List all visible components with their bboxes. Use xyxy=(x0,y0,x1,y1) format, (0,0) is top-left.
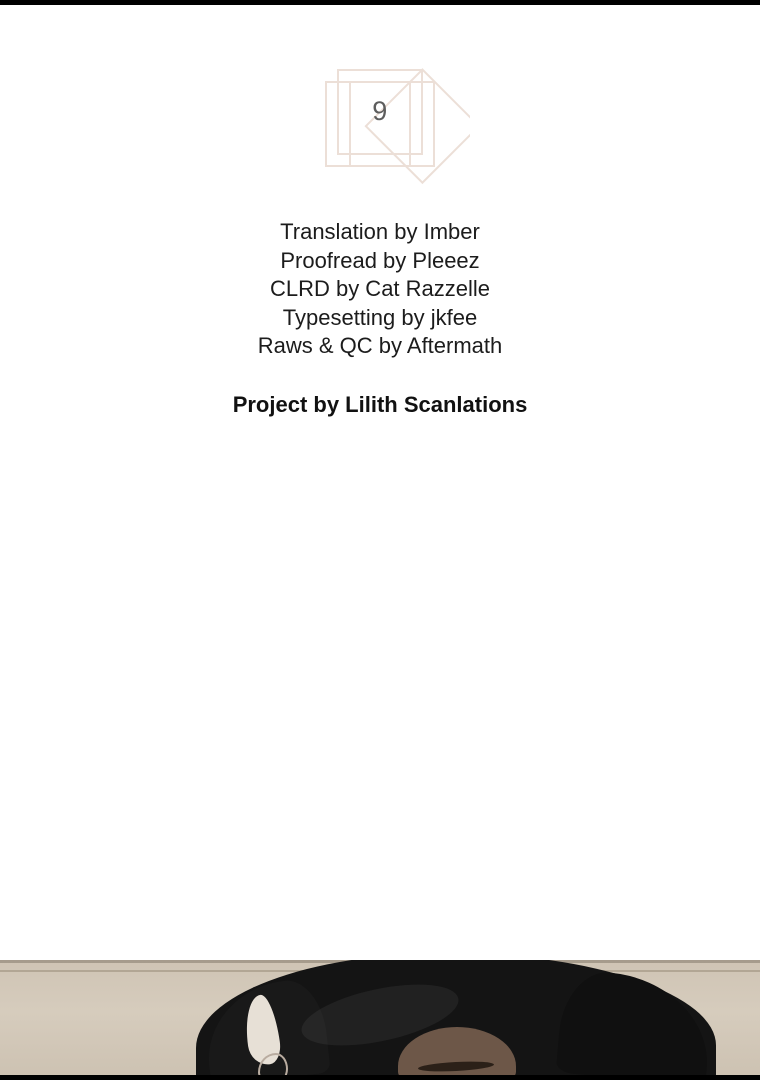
credit-line: CLRD by Cat Razzelle xyxy=(269,276,491,301)
credit-line: Typesetting by jkfee xyxy=(282,304,478,330)
page-bottom-border xyxy=(0,1075,760,1080)
credit-line: Raws & QC by Aftermath xyxy=(257,333,503,358)
credit-line: Translation by Imber xyxy=(280,219,480,244)
chapter-number: 9 xyxy=(372,96,388,126)
page-top-border xyxy=(0,0,760,5)
credit-line: Proofread by Pleeez xyxy=(280,247,480,273)
credits-block xyxy=(0,218,760,361)
comic-art-panel xyxy=(0,960,760,1075)
project-credit: Project by Lilith Scanlations xyxy=(232,392,528,417)
